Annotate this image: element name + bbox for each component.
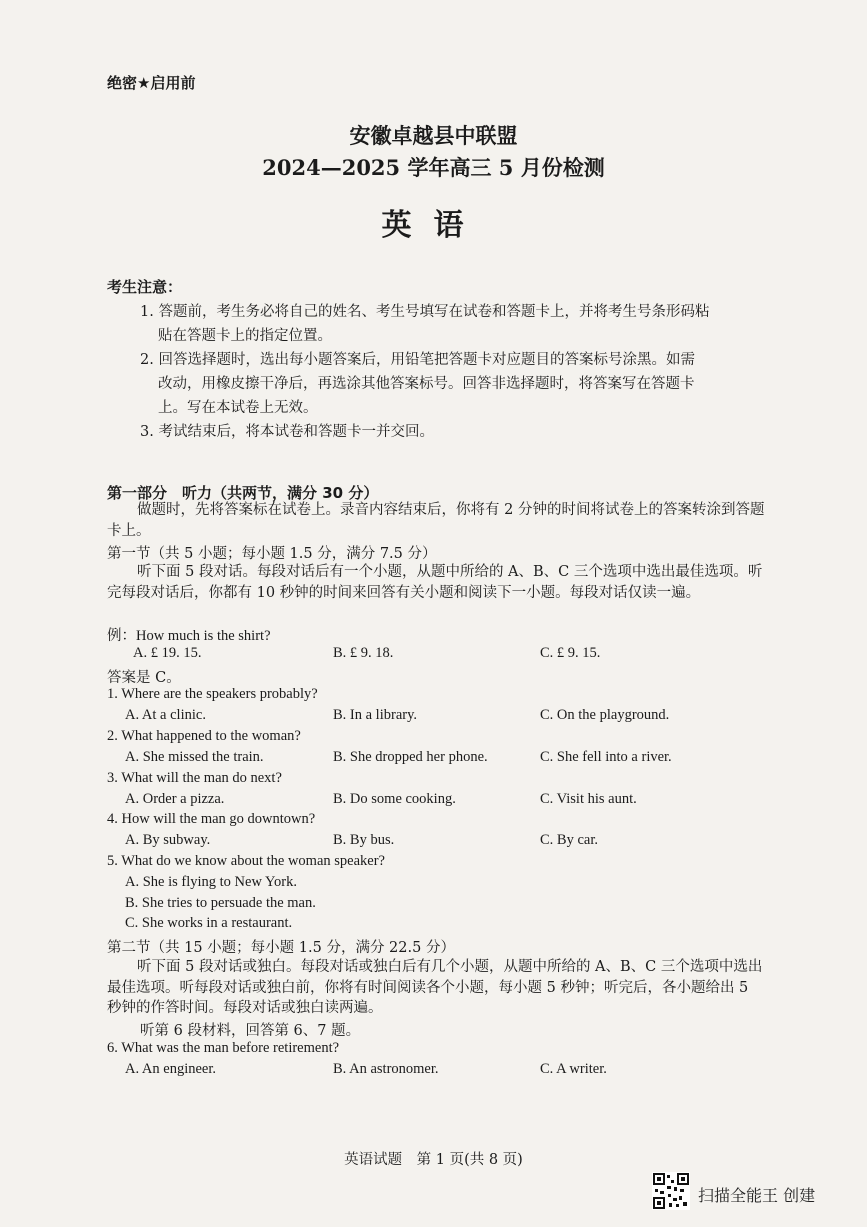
section2-heading: 第二节（共 15 小题；每小题 1.5 分，满分 22.5 分） [107,940,455,956]
section2-intro: 听下面 5 段对话或独白。每段对话或独白后有几个小题，从题中所给的 A、B、C 三个选项中选出最佳选项。听每段对话或独白前，你将有时间阅读各个小题，每小题 5 秒钟；听完后，各小题给出 5 秒钟的作答时间。每段对话或独白读两遍。 [107,959,763,1017]
part1-heading: 第一部分 听力（共两节，满分 30 分） [107,484,379,502]
notice-list [140,300,770,444]
part1-intro: 做题时，先将答案标在试卷上。录音内容结束后，你将有 2 分钟的时间将试卷上的答案转涂到答题卡上。 [107,502,765,539]
qr-code-icon [652,1172,690,1210]
q6-option-c: C. A writer. [540,1061,607,1077]
q1-option-b: B. In a library. [333,707,418,723]
notice-item-2-cont2: 上。写在本试卷上无效。 [158,400,318,416]
q4-option-a: A. By subway. [125,832,211,848]
notice-item-1: 1. 答题前，考生务必将自己的姓名、考生号填写在试卷和答题卡上，并将考生号条形码粘 [140,304,710,320]
question-1: 1. Where are the speakers probably? [107,686,318,702]
notice-item-3: 3. 考试结束后，将本试卷和答题卡一并交回。 [140,424,434,440]
question-5: 5. What do we know about the woman speaker? [107,853,385,869]
notice-item-2-cont: 改动，用橡皮擦干净后，再选涂其他答案标号。回答非选择题时，将答案写在答题卡 [158,376,695,392]
q4-option-b: B. By bus. [333,832,395,848]
notice-item-1-cont: 贴在答题卡上的指定位置。 [158,328,332,344]
example-question: 例：How much is the shirt? [107,628,271,644]
q3-option-b: B. Do some cooking. [333,791,456,807]
section1-heading: 第一节（共 5 小题；每小题 1.5 分，满分 7.5 分） [107,546,437,562]
question-2: 2. What happened to the woman? [107,728,301,744]
notice-item-2: 2. 回答选择题时，选出每小题答案后，用铅笔把答题卡对应题目的答案标号涂黑。如需 [140,352,695,368]
q5-option-a: A. She is flying to New York. [125,874,297,890]
q1-option-a: A. At a clinic. [125,707,206,723]
q6-option-b: B. An astronomer. [333,1061,439,1077]
alliance-title: 安徽卓越县中联盟 [349,123,518,148]
material-6-instruction: 听第 6 段材料，回答第 6、7 题。 [140,1023,361,1039]
q3-option-c: C. Visit his aunt. [540,791,637,807]
question-3: 3. What will the man do next? [107,770,282,786]
q5-option-c: C. She works in a restaurant. [125,915,293,931]
exam-title: 2024—2025 学年高三 5 月份检测 [262,155,605,180]
q4-option-c: C. By car. [540,832,598,848]
q6-option-a: A. An engineer. [125,1061,217,1077]
question-4: 4. How will the man go downtown? [107,811,316,827]
example-option-b: B. £ 9. 18. [333,645,394,661]
example-option-a: A. £ 19. 15. [133,645,202,661]
q2-option-c: C. She fell into a river. [540,749,672,765]
q5-option-b: B. She tries to persuade the man. [125,895,316,911]
page-footer: 英语试题 第 1 页(共 8 页) [344,1152,523,1168]
q3-option-a: A. Order a pizza. [125,791,225,807]
question-6: 6. What was the man before retirement? [107,1040,340,1056]
example-answer: 答案是 C。 [107,670,181,686]
scanner-watermark: 扫描全能王 创建 [698,1186,816,1205]
confidential-label: 绝密★启用前 [107,74,196,92]
section1-intro: 听下面 5 段对话。每段对话后有一个小题，从题中所给的 A、B、C 三个选项中选出最佳选项。听完每段对话后，你都有 10 秒钟的时间来回答有关小题和阅读下一小题。每段对话仅读一遍。 [107,564,763,601]
q2-option-a: A. She missed the train. [125,749,264,765]
notice-heading: 考生注意： [107,278,183,296]
subject-title: 英语 [381,208,486,243]
q1-option-c: C. On the playground. [540,707,670,723]
example-option-c: C. £ 9. 15. [540,645,601,661]
q2-option-b: B. She dropped her phone. [333,749,488,765]
